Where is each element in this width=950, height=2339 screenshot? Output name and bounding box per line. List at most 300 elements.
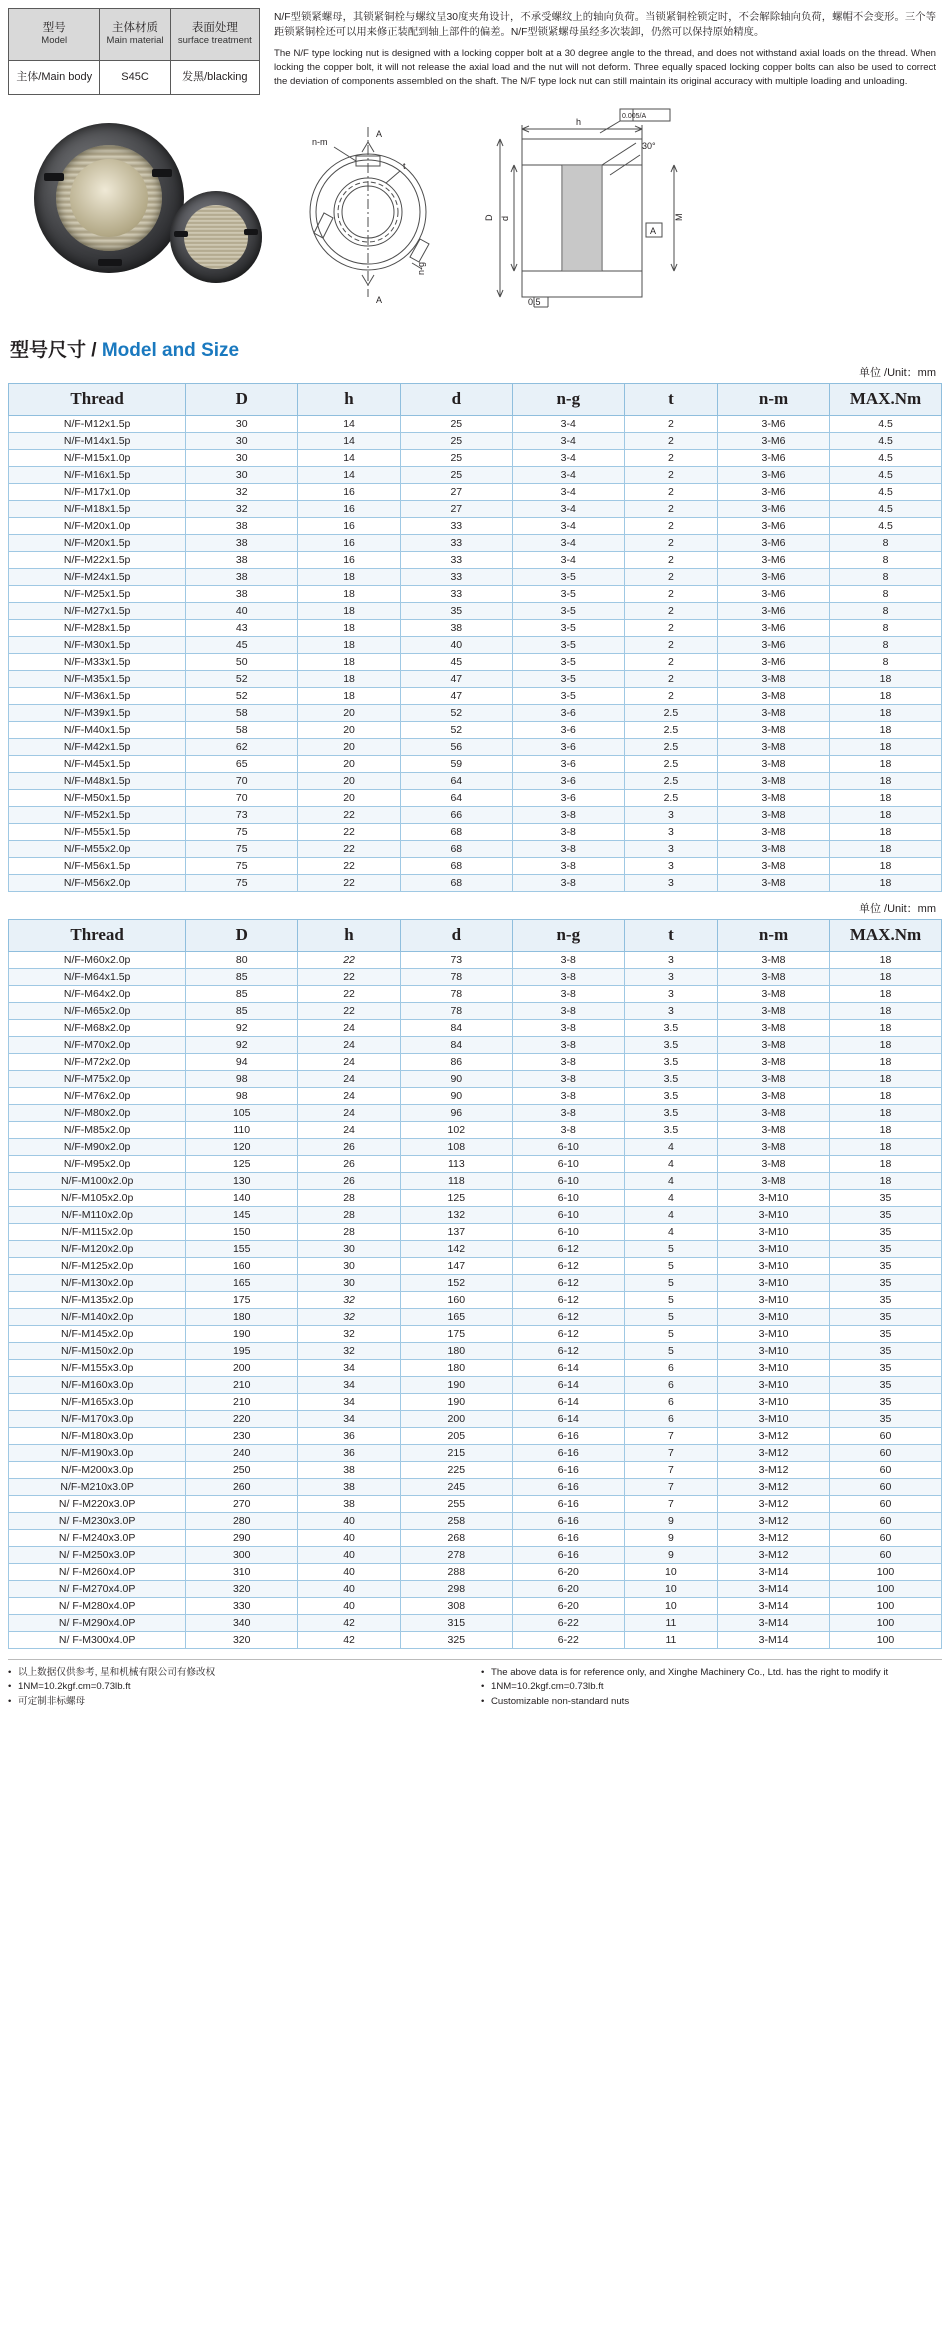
- cell-value: 6-16: [512, 1546, 624, 1563]
- col-thread: Thread: [9, 919, 186, 951]
- slot-icon: [174, 231, 188, 237]
- cell-value: 22: [298, 840, 401, 857]
- cell-value: 32: [186, 500, 298, 517]
- cell-value: 52: [186, 687, 298, 704]
- cell-value: 6-22: [512, 1631, 624, 1648]
- cell-value: 27: [400, 483, 512, 500]
- cell-value: 255: [400, 1495, 512, 1512]
- cell-value: 92: [186, 1036, 298, 1053]
- table-row: [9, 1308, 942, 1325]
- cell-value: 3-M8: [718, 721, 830, 738]
- thread-inner-large: [70, 159, 148, 237]
- cell-value: 180: [400, 1359, 512, 1376]
- spec-header-model: 型号 Model: [9, 9, 100, 61]
- cell-value: 18: [830, 1138, 942, 1155]
- cell-value: 3-M8: [718, 1172, 830, 1189]
- cell-value: 110: [186, 1121, 298, 1138]
- cell-value: 20: [298, 721, 401, 738]
- table-row: [9, 1257, 942, 1274]
- cell-thread: N/F-M45x1.5p: [9, 755, 186, 772]
- cell-thread: N/F-M60x2.0p: [9, 951, 186, 968]
- cell-value: 6: [624, 1393, 717, 1410]
- cell-value: 18: [830, 806, 942, 823]
- cell-value: 18: [298, 602, 401, 619]
- cell-value: 18: [298, 619, 401, 636]
- cell-value: 8: [830, 602, 942, 619]
- cell-value: 3-M10: [718, 1393, 830, 1410]
- cell-value: 6-10: [512, 1189, 624, 1206]
- cell-value: 258: [400, 1512, 512, 1529]
- cell-value: 68: [400, 823, 512, 840]
- cell-value: 42: [298, 1631, 401, 1648]
- footer-notes-chinese: [8, 1666, 475, 1711]
- cell-value: 3-8: [512, 1121, 624, 1138]
- cell-value: 25: [400, 449, 512, 466]
- table-row: [9, 1223, 942, 1240]
- cell-thread: N/F-M64x2.0p: [9, 985, 186, 1002]
- cell-thread: N/F-M150x2.0p: [9, 1342, 186, 1359]
- product-description: [260, 8, 942, 95]
- cell-thread: N/F-M39x1.5p: [9, 704, 186, 721]
- cell-value: 22: [298, 985, 401, 1002]
- cell-value: 3-M14: [718, 1614, 830, 1631]
- cell-value: 6-16: [512, 1461, 624, 1478]
- cell-value: 180: [400, 1342, 512, 1359]
- label-n-m: n-m: [312, 136, 328, 147]
- cell-value: 137: [400, 1223, 512, 1240]
- slot-icon: [152, 169, 172, 177]
- cell-value: 108: [400, 1138, 512, 1155]
- cell-value: 6-16: [512, 1478, 624, 1495]
- page-title: [10, 335, 950, 362]
- cell-value: 165: [186, 1274, 298, 1291]
- cell-value: 3-8: [512, 874, 624, 891]
- cell-value: 6-16: [512, 1495, 624, 1512]
- cell-value: 4.5: [830, 449, 942, 466]
- cell-value: 45: [400, 653, 512, 670]
- cell-value: 16: [298, 534, 401, 551]
- footer-note-item: • Customizable non-standard nuts: [481, 1695, 942, 1710]
- cell-value: 22: [298, 857, 401, 874]
- cell-value: 142: [400, 1240, 512, 1257]
- cell-value: 35: [830, 1308, 942, 1325]
- cell-value: 3-5: [512, 602, 624, 619]
- cell-value: 18: [298, 687, 401, 704]
- cell-value: 3-8: [512, 1053, 624, 1070]
- cell-value: 4.5: [830, 483, 942, 500]
- table-row: [9, 1138, 942, 1155]
- cell-value: 120: [186, 1138, 298, 1155]
- table-row: [9, 1512, 942, 1529]
- cell-value: 65: [186, 755, 298, 772]
- cell-value: 6-12: [512, 1325, 624, 1342]
- cell-value: 42: [298, 1614, 401, 1631]
- section-view-drawing: [470, 103, 720, 308]
- cell-thread: N/F-M30x1.5p: [9, 636, 186, 653]
- cell-value: 33: [400, 568, 512, 585]
- cell-value: 80: [186, 951, 298, 968]
- cell-thread: N/F-M160x3.0p: [9, 1376, 186, 1393]
- cell-value: 3-M6: [718, 466, 830, 483]
- cell-thread: N/ F-M280x4.0P: [9, 1597, 186, 1614]
- cell-value: 32: [298, 1308, 401, 1325]
- table-row: [9, 1580, 942, 1597]
- footer-note-item: • 以上数据仅供参考, 星和机械有限公司有修改权: [8, 1666, 475, 1681]
- table-row: [9, 1036, 942, 1053]
- cell-thread: N/ F-M300x4.0P: [9, 1631, 186, 1648]
- cell-value: 3-6: [512, 721, 624, 738]
- cell-value: 10: [624, 1580, 717, 1597]
- cell-value: 150: [186, 1223, 298, 1240]
- cell-value: 24: [298, 1019, 401, 1036]
- cell-value: 3: [624, 806, 717, 823]
- cell-value: 75: [186, 823, 298, 840]
- cell-value: 18: [830, 823, 942, 840]
- cell-value: 26: [298, 1155, 401, 1172]
- cell-thread: N/F-M50x1.5p: [9, 789, 186, 806]
- cell-value: 8: [830, 653, 942, 670]
- cell-value: 3-M12: [718, 1546, 830, 1563]
- cell-value: 3-M8: [718, 738, 830, 755]
- cell-value: 2: [624, 551, 717, 568]
- cell-value: 34: [298, 1410, 401, 1427]
- cell-value: 14: [298, 432, 401, 449]
- cell-value: 16: [298, 517, 401, 534]
- table-row: [9, 1444, 942, 1461]
- cell-value: 18: [830, 704, 942, 721]
- cell-value: 18: [298, 568, 401, 585]
- cell-value: 20: [298, 772, 401, 789]
- cell-value: 35: [830, 1257, 942, 1274]
- cell-value: 3-M10: [718, 1274, 830, 1291]
- cell-thread: N/F-M16x1.5p: [9, 466, 186, 483]
- table-row: [9, 1478, 942, 1495]
- cell-value: 2: [624, 687, 717, 704]
- cell-value: 18: [830, 1172, 942, 1189]
- cell-value: 38: [186, 585, 298, 602]
- label-angle-30: 30°: [642, 140, 656, 151]
- cell-value: 2.5: [624, 738, 717, 755]
- table-row: [9, 1461, 942, 1478]
- cell-value: 75: [186, 874, 298, 891]
- cell-value: 4: [624, 1206, 717, 1223]
- cell-value: 4: [624, 1172, 717, 1189]
- cell-value: 52: [186, 670, 298, 687]
- cell-value: 3-M14: [718, 1580, 830, 1597]
- cell-value: 3-M10: [718, 1376, 830, 1393]
- cell-thread: N/F-M170x3.0p: [9, 1410, 186, 1427]
- cell-thread: N/F-M24x1.5p: [9, 568, 186, 585]
- cell-value: 40: [298, 1563, 401, 1580]
- cell-value: 56: [400, 738, 512, 755]
- cell-value: 3-8: [512, 1104, 624, 1121]
- cell-value: 24: [298, 1087, 401, 1104]
- cell-value: 3-M6: [718, 415, 830, 432]
- cell-value: 3-M6: [718, 619, 830, 636]
- cell-value: 2: [624, 636, 717, 653]
- cell-value: 5: [624, 1308, 717, 1325]
- table-row: [9, 1121, 942, 1138]
- cell-value: 6-20: [512, 1597, 624, 1614]
- cell-value: 60: [830, 1529, 942, 1546]
- size-table-2: [8, 919, 942, 1649]
- cell-value: 298: [400, 1580, 512, 1597]
- cell-value: 64: [400, 789, 512, 806]
- cell-value: 40: [298, 1597, 401, 1614]
- cell-value: 98: [186, 1070, 298, 1087]
- cell-value: 36: [298, 1444, 401, 1461]
- cell-value: 40: [400, 636, 512, 653]
- cell-thread: N/F-M130x2.0p: [9, 1274, 186, 1291]
- cell-value: 3-M12: [718, 1461, 830, 1478]
- cell-value: 140: [186, 1189, 298, 1206]
- cell-value: 3-M6: [718, 483, 830, 500]
- cell-value: 24: [298, 1104, 401, 1121]
- table-row: [9, 585, 942, 602]
- cell-value: 22: [298, 968, 401, 985]
- table-row: [9, 517, 942, 534]
- cell-value: 35: [830, 1240, 942, 1257]
- cell-value: 278: [400, 1546, 512, 1563]
- cell-value: 100: [830, 1614, 942, 1631]
- cell-value: 3-6: [512, 738, 624, 755]
- cell-value: 3-M8: [718, 704, 830, 721]
- size-table-2-wrap: [0, 919, 950, 1649]
- cell-value: 160: [400, 1291, 512, 1308]
- table-header-row: [9, 919, 942, 951]
- cell-thread: N/F-M155x3.0p: [9, 1359, 186, 1376]
- cell-value: 26: [298, 1138, 401, 1155]
- cell-thread: N/F-M68x2.0p: [9, 1019, 186, 1036]
- product-photo: [30, 105, 280, 300]
- cell-value: 18: [830, 874, 942, 891]
- cell-value: 6-10: [512, 1223, 624, 1240]
- table-row: [9, 687, 942, 704]
- table-row: [9, 1240, 942, 1257]
- cell-value: 8: [830, 585, 942, 602]
- table-row: [9, 772, 942, 789]
- footer-note-item: • 1NM=10.2kgf.cm=0.73lb.ft: [8, 1680, 475, 1695]
- cell-value: 26: [298, 1172, 401, 1189]
- cell-value: 64: [400, 772, 512, 789]
- cell-thread: N/F-M75x2.0p: [9, 1070, 186, 1087]
- cell-thread: N/F-M56x1.5p: [9, 857, 186, 874]
- col-d: d: [400, 383, 512, 415]
- cell-value: 3-M8: [718, 840, 830, 857]
- cell-value: 3-8: [512, 985, 624, 1002]
- cell-value: 52: [400, 721, 512, 738]
- cell-value: 3: [624, 968, 717, 985]
- cell-value: 308: [400, 1597, 512, 1614]
- table-row: [9, 653, 942, 670]
- lock-nut-small-photo: [170, 191, 262, 283]
- cell-value: 3.5: [624, 1070, 717, 1087]
- cell-value: 325: [400, 1631, 512, 1648]
- cell-value: 2: [624, 568, 717, 585]
- cell-thread: N/F-M100x2.0p: [9, 1172, 186, 1189]
- cell-value: 3-M10: [718, 1359, 830, 1376]
- cell-value: 58: [186, 704, 298, 721]
- cell-value: 8: [830, 619, 942, 636]
- cell-value: 3-M8: [718, 755, 830, 772]
- cell-value: 315: [400, 1614, 512, 1631]
- cell-value: 3-M6: [718, 636, 830, 653]
- front-view-drawing: [290, 107, 460, 307]
- cell-value: 3-M6: [718, 517, 830, 534]
- cell-value: 34: [298, 1376, 401, 1393]
- col-n-g: n-g: [512, 383, 624, 415]
- cell-value: 60: [830, 1461, 942, 1478]
- cell-value: 3-M12: [718, 1444, 830, 1461]
- cell-value: 38: [186, 517, 298, 534]
- cell-thread: N/ F-M270x4.0P: [9, 1580, 186, 1597]
- cell-value: 3.5: [624, 1121, 717, 1138]
- cell-value: 6-20: [512, 1563, 624, 1580]
- table-row: [9, 840, 942, 857]
- cell-value: 38: [298, 1478, 401, 1495]
- cell-value: 205: [400, 1427, 512, 1444]
- cell-value: 3-8: [512, 1019, 624, 1036]
- cell-value: 84: [400, 1019, 512, 1036]
- cell-value: 160: [186, 1257, 298, 1274]
- cell-value: 18: [830, 721, 942, 738]
- cell-value: 300: [186, 1546, 298, 1563]
- cell-value: 5: [624, 1342, 717, 1359]
- table-row: [9, 534, 942, 551]
- cell-value: 3: [624, 840, 717, 857]
- cell-value: 11: [624, 1614, 717, 1631]
- cell-value: 2: [624, 517, 717, 534]
- cell-value: 3.5: [624, 1104, 717, 1121]
- cell-value: 20: [298, 789, 401, 806]
- col-max-nm: MAX.Nm: [830, 383, 942, 415]
- cell-value: 4: [624, 1155, 717, 1172]
- table-row: [9, 1070, 942, 1087]
- cell-value: 3-8: [512, 951, 624, 968]
- cell-thread: N/F-M20x1.0p: [9, 517, 186, 534]
- description-chinese: N/F型锁紧螺母，其锁紧铜栓与螺纹呈30度夹角设计，不承受螺纹上的轴向负荷。当锁紧铜栓锁定时，不会解除轴向负荷，螺帽不会变形。三个等距锁紧铜栓还可以用来修正装配到轴上部件的偏差。N/F型锁紧螺母虽经多次装卸，仍然可以保持原始精度。: [274, 12, 936, 39]
- cell-value: 180: [186, 1308, 298, 1325]
- cell-thread: N/F-M28x1.5p: [9, 619, 186, 636]
- cell-value: 68: [400, 874, 512, 891]
- cell-thread: N/F-M55x2.0p: [9, 840, 186, 857]
- label-section-a-top: A: [376, 128, 383, 139]
- table-row: [9, 1206, 942, 1223]
- cell-value: 175: [400, 1325, 512, 1342]
- cell-value: 32: [298, 1325, 401, 1342]
- cell-thread: N/F-M14x1.5p: [9, 432, 186, 449]
- header-section: [0, 0, 950, 95]
- cell-value: 190: [186, 1325, 298, 1342]
- cell-value: 260: [186, 1478, 298, 1495]
- cell-value: 3: [624, 857, 717, 874]
- table-row: [9, 1019, 942, 1036]
- cell-value: 20: [298, 755, 401, 772]
- cell-value: 3-M6: [718, 653, 830, 670]
- cell-thread: N/F-M165x3.0p: [9, 1393, 186, 1410]
- table-row: [9, 636, 942, 653]
- cell-value: 2: [624, 534, 717, 551]
- cell-value: 18: [830, 951, 942, 968]
- table-row: [9, 1631, 942, 1648]
- cell-value: 3-8: [512, 1070, 624, 1087]
- cell-value: 3-4: [512, 551, 624, 568]
- cell-value: 70: [186, 772, 298, 789]
- label-d: d: [500, 215, 510, 221]
- cell-value: 3-M14: [718, 1631, 830, 1648]
- cell-value: 3-M10: [718, 1308, 830, 1325]
- cell-value: 3-M12: [718, 1495, 830, 1512]
- cell-value: 130: [186, 1172, 298, 1189]
- cell-value: 145: [186, 1206, 298, 1223]
- table-row: [9, 1104, 942, 1121]
- cell-value: 68: [400, 840, 512, 857]
- cell-value: 3-M8: [718, 1070, 830, 1087]
- cell-value: 24: [298, 1070, 401, 1087]
- table-row: [9, 1597, 942, 1614]
- label-n-g: n-g: [416, 261, 426, 275]
- cell-thread: N/F-M33x1.5p: [9, 653, 186, 670]
- label-datum-a: A: [650, 225, 657, 236]
- table-row: [9, 704, 942, 721]
- slot-icon: [98, 259, 122, 266]
- cell-value: 3-M12: [718, 1529, 830, 1546]
- table-row: [9, 449, 942, 466]
- cell-value: 320: [186, 1580, 298, 1597]
- table-row: [9, 1410, 942, 1427]
- cell-value: 280: [186, 1512, 298, 1529]
- cell-value: 78: [400, 968, 512, 985]
- col-h: h: [298, 383, 401, 415]
- cell-value: 3-M6: [718, 551, 830, 568]
- cell-value: 35: [830, 1274, 942, 1291]
- cell-value: 100: [830, 1563, 942, 1580]
- cell-value: 18: [830, 670, 942, 687]
- cell-value: 4.5: [830, 517, 942, 534]
- cell-thread: N/F-M72x2.0p: [9, 1053, 186, 1070]
- table-row: [9, 432, 942, 449]
- cell-value: 27: [400, 500, 512, 517]
- cell-value: 18: [830, 985, 942, 1002]
- cell-value: 5: [624, 1325, 717, 1342]
- label-0-5: 0.5: [528, 296, 541, 307]
- cell-value: 35: [830, 1393, 942, 1410]
- cell-value: 3-M8: [718, 823, 830, 840]
- table-row: [9, 721, 942, 738]
- spec-value-material: S45C: [100, 60, 170, 94]
- cell-value: 5: [624, 1274, 717, 1291]
- cell-value: 33: [400, 517, 512, 534]
- cell-value: 3-M8: [718, 670, 830, 687]
- cell-value: 102: [400, 1121, 512, 1138]
- cell-value: 7: [624, 1495, 717, 1512]
- cell-value: 18: [830, 755, 942, 772]
- table-row: [9, 874, 942, 891]
- cell-value: 2.5: [624, 772, 717, 789]
- cell-value: 3-M10: [718, 1189, 830, 1206]
- cell-value: 3-8: [512, 857, 624, 874]
- cell-value: 3-M10: [718, 1342, 830, 1359]
- size-table-1-wrap: [0, 383, 950, 892]
- footer-note-item: • 1NM=10.2kgf.cm=0.73lb.ft: [481, 1680, 942, 1695]
- cell-value: 200: [400, 1410, 512, 1427]
- cell-value: 43: [186, 619, 298, 636]
- cell-value: 3-M10: [718, 1325, 830, 1342]
- cell-value: 28: [298, 1189, 401, 1206]
- cell-value: 290: [186, 1529, 298, 1546]
- cell-value: 60: [830, 1478, 942, 1495]
- cell-value: 3-M8: [718, 968, 830, 985]
